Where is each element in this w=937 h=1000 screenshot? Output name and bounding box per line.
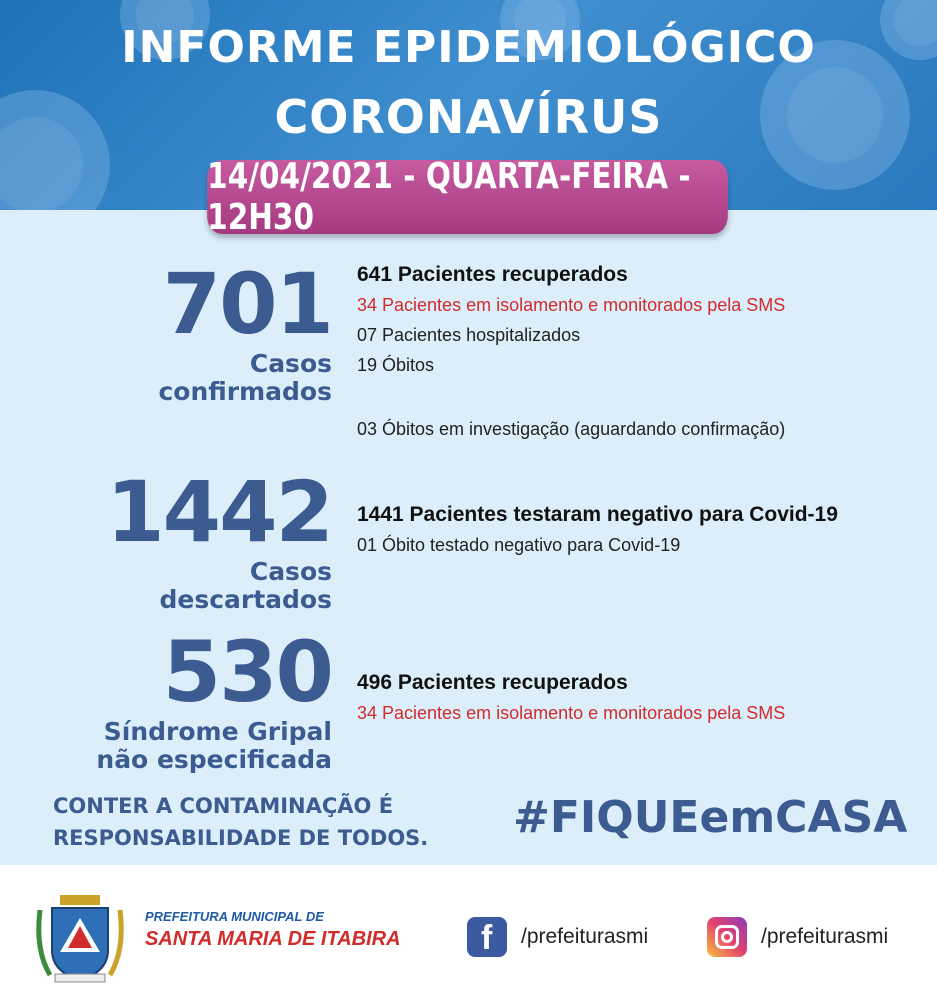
detail-line: 19 Óbitos [357, 355, 435, 375]
discarded-details [357, 500, 838, 560]
confirmed-details [357, 260, 785, 444]
slogan-line-2: RESPONSABILIDADE DE TODOS. [53, 826, 429, 850]
municipal-crest-icon [30, 890, 130, 985]
facebook-handle: /prefeiturasmi [521, 925, 649, 948]
hashtag: #FIQUEemCASA [513, 792, 908, 843]
detail-line: 03 Óbitos em investigação (aguardando confirmação) [357, 419, 786, 439]
date-banner: 14/04/2021 - QUARTA-FEIRA - 12H30 [207, 160, 728, 234]
page-title: INFORME EPIDEMIOLÓGICO [121, 22, 816, 73]
detail-line: 641 Pacientes recuperados [357, 263, 628, 286]
footer [0, 865, 937, 1000]
flu-block [96, 623, 332, 774]
discarded-label-1: Casos [249, 557, 332, 586]
slogan [53, 790, 428, 854]
instagram-icon [707, 917, 747, 957]
flu-label-1: Síndrome Gripal [103, 717, 332, 746]
municipality-name: SANTA MARIA DE ITABIRA [145, 928, 401, 950]
detail-line: 01 Óbito testado negativo para Covid-19 [357, 535, 681, 555]
confirmed-count: 701 [162, 255, 332, 353]
flu-label-2: não especificada [96, 745, 332, 774]
confirmed-label-2: confirmados [158, 377, 332, 406]
detail-line: 496 Pacientes recuperados [357, 671, 628, 694]
detail-line: 07 Pacientes hospitalizados [357, 325, 581, 345]
flu-count: 530 [162, 623, 332, 721]
discarded-label-2: descartados [159, 585, 332, 614]
confirmed-block [158, 255, 332, 406]
facebook-link[interactable] [467, 917, 648, 957]
detail-line: 34 Pacientes em isolamento e monitorados pela SMS [357, 295, 786, 315]
instagram-link[interactable] [707, 917, 888, 957]
instagram-handle: /prefeiturasmi [761, 925, 889, 948]
prefeitura-label: PREFEITURA MUNICIPAL DE [145, 909, 324, 924]
slogan-line-1: CONTER A CONTAMINAÇÃO É [53, 794, 394, 818]
discarded-count: 1442 [106, 463, 332, 561]
flu-details [357, 668, 785, 728]
confirmed-label-1: Casos [249, 349, 332, 378]
discarded-block [106, 463, 332, 614]
facebook-icon: f [467, 917, 507, 957]
page-subtitle: CORONAVÍRUS [274, 90, 663, 144]
detail-line: 34 Pacientes em isolamento e monitorados pela SMS [357, 703, 786, 723]
detail-line: 1441 Pacientes testaram negativo para Covid-19 [357, 503, 838, 526]
